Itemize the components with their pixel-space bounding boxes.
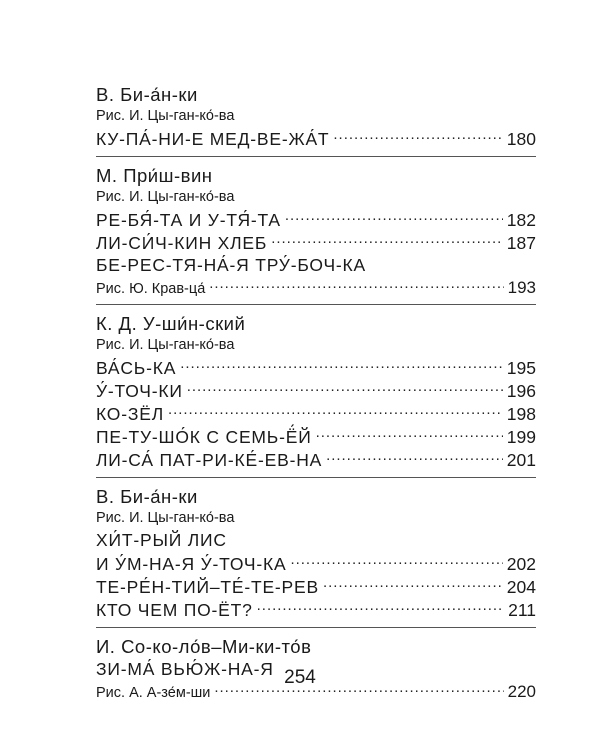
toc-section	[96, 485, 536, 621]
dot-leader	[180, 356, 503, 374]
toc-entry[interactable]	[96, 598, 536, 621]
entry-title: КО-ЗЁЛ	[96, 403, 164, 424]
toc-section	[96, 164, 536, 298]
toc-entry[interactable]	[96, 529, 536, 552]
toc-section	[96, 83, 536, 150]
toc-entry[interactable]	[96, 208, 536, 231]
toc-entry[interactable]	[96, 402, 536, 425]
entry-page: 198	[506, 403, 536, 424]
entry-page: 195	[506, 357, 536, 378]
entry-title: ХИ́Т-РЫЙ ЛИС	[96, 530, 227, 550]
entry-page: 211	[508, 599, 536, 620]
author-name: В. Би-а́н-ки	[96, 84, 198, 105]
dot-leader	[187, 379, 503, 397]
toc-entry[interactable]	[96, 448, 536, 471]
table-of-contents	[96, 83, 536, 702]
entry-title: ПЕ-ТУ-ШО́К С СЕМЬ-Ё́Й	[96, 426, 312, 447]
section-divider	[96, 156, 536, 157]
entry-title: КТО ЧЕМ ПО-ЁТ?	[96, 599, 253, 620]
dot-leader	[316, 425, 503, 443]
illustrator-credit	[96, 277, 536, 298]
entry-title: ВА́СЬ-КА	[96, 357, 177, 378]
section-divider	[96, 477, 536, 478]
dot-leader	[257, 598, 504, 616]
toc-entry[interactable]	[96, 379, 536, 402]
author-name: К. Д. У-ши́н-ский	[96, 313, 246, 334]
toc-entry[interactable]	[96, 575, 536, 598]
author-name: В. Би-а́н-ки	[96, 486, 198, 507]
entry-title: ТЕ-РЕ́Н-ТИЙ–ТЕ́-ТЕ-РЕВ	[96, 576, 319, 597]
entry-title: КУ-ПА́-НИ-Е МЕД-ВЕ-ЖА́Т	[96, 128, 330, 149]
toc-entry[interactable]	[96, 127, 536, 150]
dot-leader	[323, 575, 503, 593]
illustrator-credit: Рис. И. Цы-ган-ко́-ва	[96, 189, 235, 205]
entry-page: 204	[506, 576, 536, 597]
entry-title: РЕ-БЯ́-ТА И У-ТЯ́-ТА	[96, 209, 281, 230]
author-name: И. Со-ко-ло́в–Ми-ки-то́в	[96, 636, 312, 657]
entry-page: 193	[507, 278, 536, 297]
entry-page: 180	[506, 128, 536, 149]
dot-leader	[209, 279, 503, 294]
toc-section	[96, 312, 536, 471]
entry-title: ЛИ-СИ́Ч-КИН ХЛЕБ	[96, 232, 268, 253]
dot-leader	[285, 208, 503, 226]
page-number: 254	[284, 667, 316, 688]
illustrator-text: Рис. Ю. Крав-ца́	[96, 281, 206, 297]
entry-title: ЛИ-СА́ ПАТ-РИ-КЕ́-ЕВ-НА	[96, 449, 323, 470]
entry-title: ЗИ-МА́ ВЬЮ́Ж-НА-Я	[96, 659, 274, 679]
dot-leader	[326, 448, 503, 466]
illustrator-credit: Рис. И. Цы-ган-ко́-ва	[96, 108, 235, 124]
illustrator-credit: Рис. И. Цы-ган-ко́-ва	[96, 510, 235, 526]
entry-title: И У́М-НА-Я У́-ТОЧ-КА	[96, 553, 287, 574]
entry-page: 187	[506, 232, 536, 253]
author-name: М. При́ш-вин	[96, 165, 213, 186]
section-divider	[96, 304, 536, 305]
toc-entry[interactable]	[96, 356, 536, 379]
entry-title: У́-ТОЧ-КИ	[96, 380, 183, 401]
entry-page: 220	[507, 682, 536, 701]
illustrator-credit: Рис. И. Цы-ган-ко́-ва	[96, 337, 235, 353]
dot-leader	[290, 552, 502, 570]
dot-leader	[168, 402, 503, 420]
section-divider	[96, 627, 536, 628]
toc-entry[interactable]	[96, 231, 536, 254]
entry-page: 202	[506, 553, 536, 574]
entry-page: 182	[506, 209, 536, 230]
illustrator-text: Рис. А. А-зе́м-ши	[96, 685, 211, 701]
entry-page: 196	[506, 380, 536, 401]
dot-leader	[333, 127, 502, 145]
dot-leader	[271, 231, 503, 249]
entry-page: 199	[506, 426, 536, 447]
toc-entry[interactable]	[96, 552, 536, 575]
toc-entry[interactable]	[96, 425, 536, 448]
entry-page: 201	[506, 449, 536, 470]
toc-entry[interactable]	[96, 254, 536, 277]
entry-title: БЕ-РЕС-ТЯ-НА́-Я ТРУ́-БОЧ-КА	[96, 255, 366, 275]
